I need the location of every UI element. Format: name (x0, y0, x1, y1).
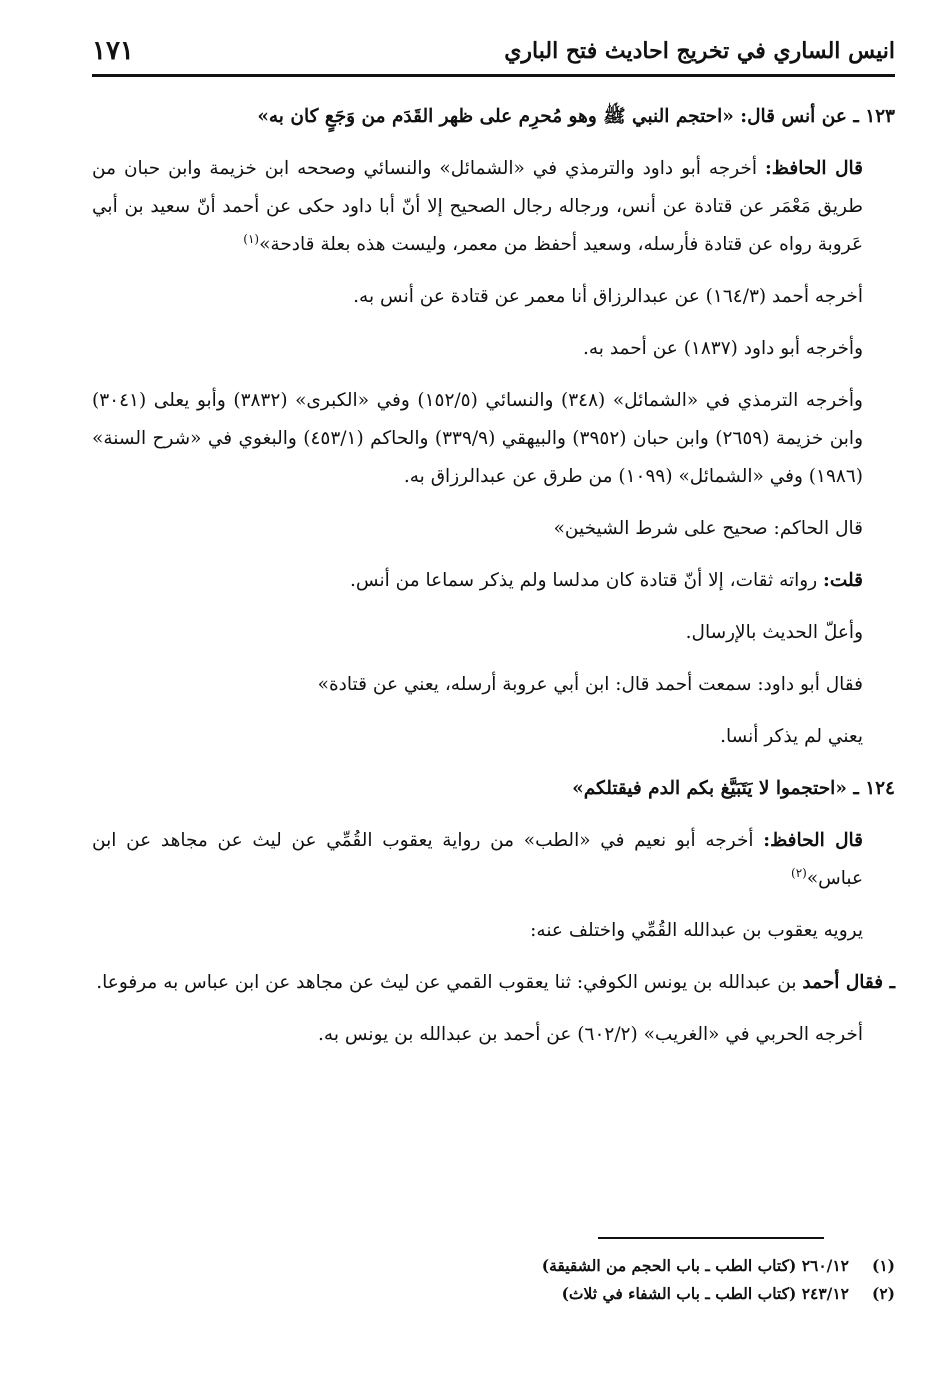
page-number: ١٧١ (92, 36, 134, 66)
footnote-text: ٢٤٣/١٢ (كتاب الطب ـ باب الشفاء في ثلاث) (561, 1284, 849, 1303)
paragraph-hafiz-123 (92, 150, 895, 264)
paragraph-anas: يعني لم يذكر أنسا. (720, 726, 863, 747)
paragraph-harbi: أخرجه الحربي في «الغريب» (٦٠٢/٢) عن أحمد بن عبدالله بن يونس به. (318, 1024, 863, 1045)
paragraph-qummi: يرويه يعقوب بن عبدالله القُمِّي واختلف عنه: (530, 920, 863, 941)
hafiz-text: أخرجه أبو داود والترمذي في «الشمائل» والنسائي وصححه ابن خزيمة وابن حبان من طريق مَعْمَر عن قتادة عن أنس، ورجاله رجال الصحيح إلا أنّ أبا داود حكى عن أحمد أنّ سعيد بن أبي عَروبة رواه عن قتادة فأرسله، وسعيد أحفظ من معمر، وليست هذه بعلة قادحة» (92, 158, 863, 255)
main-text (92, 98, 895, 1068)
footnote-number: (٢) (871, 1284, 895, 1303)
paragraph-ahmad: أخرجه أحمد (١٦٤/٣) عن عبدالرزاق أنا معمر عن قتادة عن أنس به. (353, 286, 863, 307)
qultu-text: رواته ثقات، إلا أنّ قتادة كان مدلسا ولم يذكر سماعا من أنس. (350, 570, 824, 591)
footnote-rule (598, 1237, 824, 1239)
paragraph-qultu (92, 562, 895, 600)
hafiz-text-2: أخرجه أبو نعيم في «الطب» من رواية يعقوب القُمِّي عن ليث عن مجاهد عن ابن عباس» (92, 830, 863, 889)
paragraph-irsal: وأعلّ الحديث بالإرسال. (685, 622, 863, 643)
hafiz-label-2: قال الحافظ: (763, 830, 864, 851)
paragraph-tirmidhi: وأخرجه الترمذي في «الشمائل» (٣٤٨) والنسائي (١٥٢/٥) وفي «الكبرى» (٣٨٣٢) وأبو يعلى (٣٠٤١) وابن خزيمة (٢٦٥٩) وابن حبان (٣٩٥٢) والبيهقي (٣٣٩/٩) والحاكم (٤٥٣/١) والبغوي في «شرح السنة» (١٩٨٦) وفي «الشمائل» (١٠٩٩) من طرق عن عبدالرزاق به. (92, 390, 863, 487)
kufi-label: ـ فقال أحمد (802, 972, 895, 993)
footnote-item (92, 1280, 895, 1308)
hafiz-label: قال الحافظ: (764, 158, 863, 179)
qultu-label: قلت: (823, 570, 863, 591)
running-header (92, 34, 895, 78)
footnote-number: (١) (871, 1256, 895, 1275)
footnote-ref-2: (٢) (791, 865, 807, 880)
footnotes (92, 1252, 895, 1308)
hadith-123-heading: ١٢٣ ـ عن أنس قال: «احتجم النبي ﷺ وهو مُحرِم على ظهر القَدَم من وَجَعٍ كان به» (257, 106, 895, 127)
paragraph-abu-dawud-ahmad: فقال أبو داود: سمعت أحمد قال: ابن أبي عروبة أرسله، يعني عن قتادة» (317, 674, 863, 695)
paragraph-abu-dawud: وأخرجه أبو داود (١٨٣٧) عن أحمد به. (583, 338, 863, 359)
footnote-item (92, 1252, 895, 1280)
book-title: انيس الساري في تخريج احاديث فتح الباري (504, 38, 895, 64)
kufi-text: بن عبدالله بن يونس الكوفي: ثنا يعقوب القمي عن ليث عن مجاهد عن ابن عباس به مرفوعا. (96, 972, 803, 993)
paragraph-hakim: قال الحاكم: صحيح على شرط الشيخين» (553, 518, 863, 539)
paragraph-hafiz-124 (92, 822, 895, 898)
hadith-124-heading: ١٢٤ ـ «احتجموا لا يَتَبَيَّغ بكم الدم فيقتلكم» (572, 778, 895, 799)
footnote-text: ٢٦٠/١٢ (كتاب الطب ـ باب الحجم من الشقيقة) (541, 1256, 849, 1275)
paragraph-kufi (92, 964, 895, 1002)
footnote-ref-1: (١) (243, 231, 260, 246)
header-rule (92, 74, 895, 77)
